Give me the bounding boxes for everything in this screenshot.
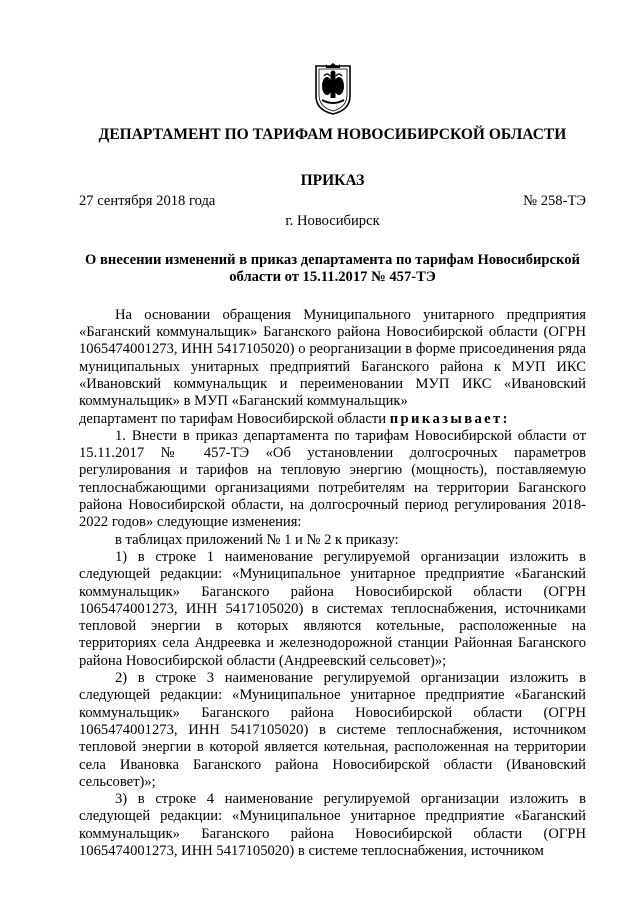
- order-title: ПРИКАЗ: [300, 172, 365, 190]
- decision-word: приказывает:: [389, 410, 510, 427]
- order-city: г. Новосибирск: [285, 212, 380, 229]
- item-1-paragraph: 1. Внести в приказ департамента по тарифам Новосибирской области от 15.11.2017 № 457-ТЭ «Об установлении долгосрочных параметров регулирования и тарифов на тепловую энергию (мощность), поставляемую теплоснабжающими организациями потребителям на территории Баганского района Новосибирской области, на долгосрочный период регулирования 2018-2022 годов» следующие изменения:: [79, 427, 586, 531]
- decision-prefix: департамент по тарифам Новосибирской области: [79, 410, 390, 427]
- order-number: № 258-ТЭ: [523, 192, 586, 209]
- tables-line: в таблицах приложений № 1 и № 2 к приказу:: [115, 531, 399, 548]
- subitem-2-paragraph: 2) в строке 3 наименование регулируемой организации изложить в следующей редакции: «Муниципальное унитарное предприятие «Баганский коммунальщик» Баганского района Новосибирской области (ОГРН 1065474001273, ИНН 5417105020) в системе теплоснабжения, источником тепловой энергии в которой является котельная, расположенная на территории села Ивановка Баганского района Новосибирской области (Ивановский сельсовет)»;: [79, 670, 586, 790]
- order-meta-row: [79, 193, 586, 210]
- department-title: ДЕПАРТАМЕНТ ПО ТАРИФАМ НОВОСИБИРСКОЙ ОБЛАСТИ: [98, 126, 567, 143]
- order-body: [79, 307, 586, 861]
- subitem-1-paragraph: 1) в строке 1 наименование регулируемой организации изложить в следующей редакции: «Муниципальное унитарное предприятие «Баганский коммунальщик» Баганского района Новосибирской области (ОГРН 1065474001273, ИНН 5417105020) в системах теплоснабжения, источниками тепловой энергии в которых являются котельные, расположенные на территориях села Андреевка и железнодорожной станции Районная Баганского района Новосибирской области (Андреевский сельсовет)»;: [79, 548, 586, 669]
- decision-line: [79, 411, 586, 428]
- order-date: 27 сентября 2018 года: [79, 192, 216, 209]
- intro-paragraph: На основании обращения Муниципального унитарного предприятия «Баганский коммунальщик» Баганского района Новосибирской области (ОГРН 1065474001273, ИНН 5417105020) о реорганизации в форме присоединения ряда муниципальных унитарных предприятий Баганского района к МУП ИКС «Ивановский коммунальщик и переименовании МУП ИКС «Ивановский коммунальщик» в МУП «Баганский коммунальщик»: [79, 306, 586, 410]
- coat-of-arms-icon: [313, 62, 353, 116]
- subitem-3-paragraph: 3) в строке 4 наименование регулируемой организации изложить в следующей редакции: «Муниципальное унитарное предприятие «Баганский коммунальщик» Баганского района Новосибирской области (ОГРН 1065474001273, ИНН 5417105020) в системе теплоснабжения, источником: [79, 791, 586, 859]
- order-subject: О внесении изменений в приказ департамента по тарифам Новосибирской области от 15.11.2017 № 457-ТЭ: [85, 252, 580, 286]
